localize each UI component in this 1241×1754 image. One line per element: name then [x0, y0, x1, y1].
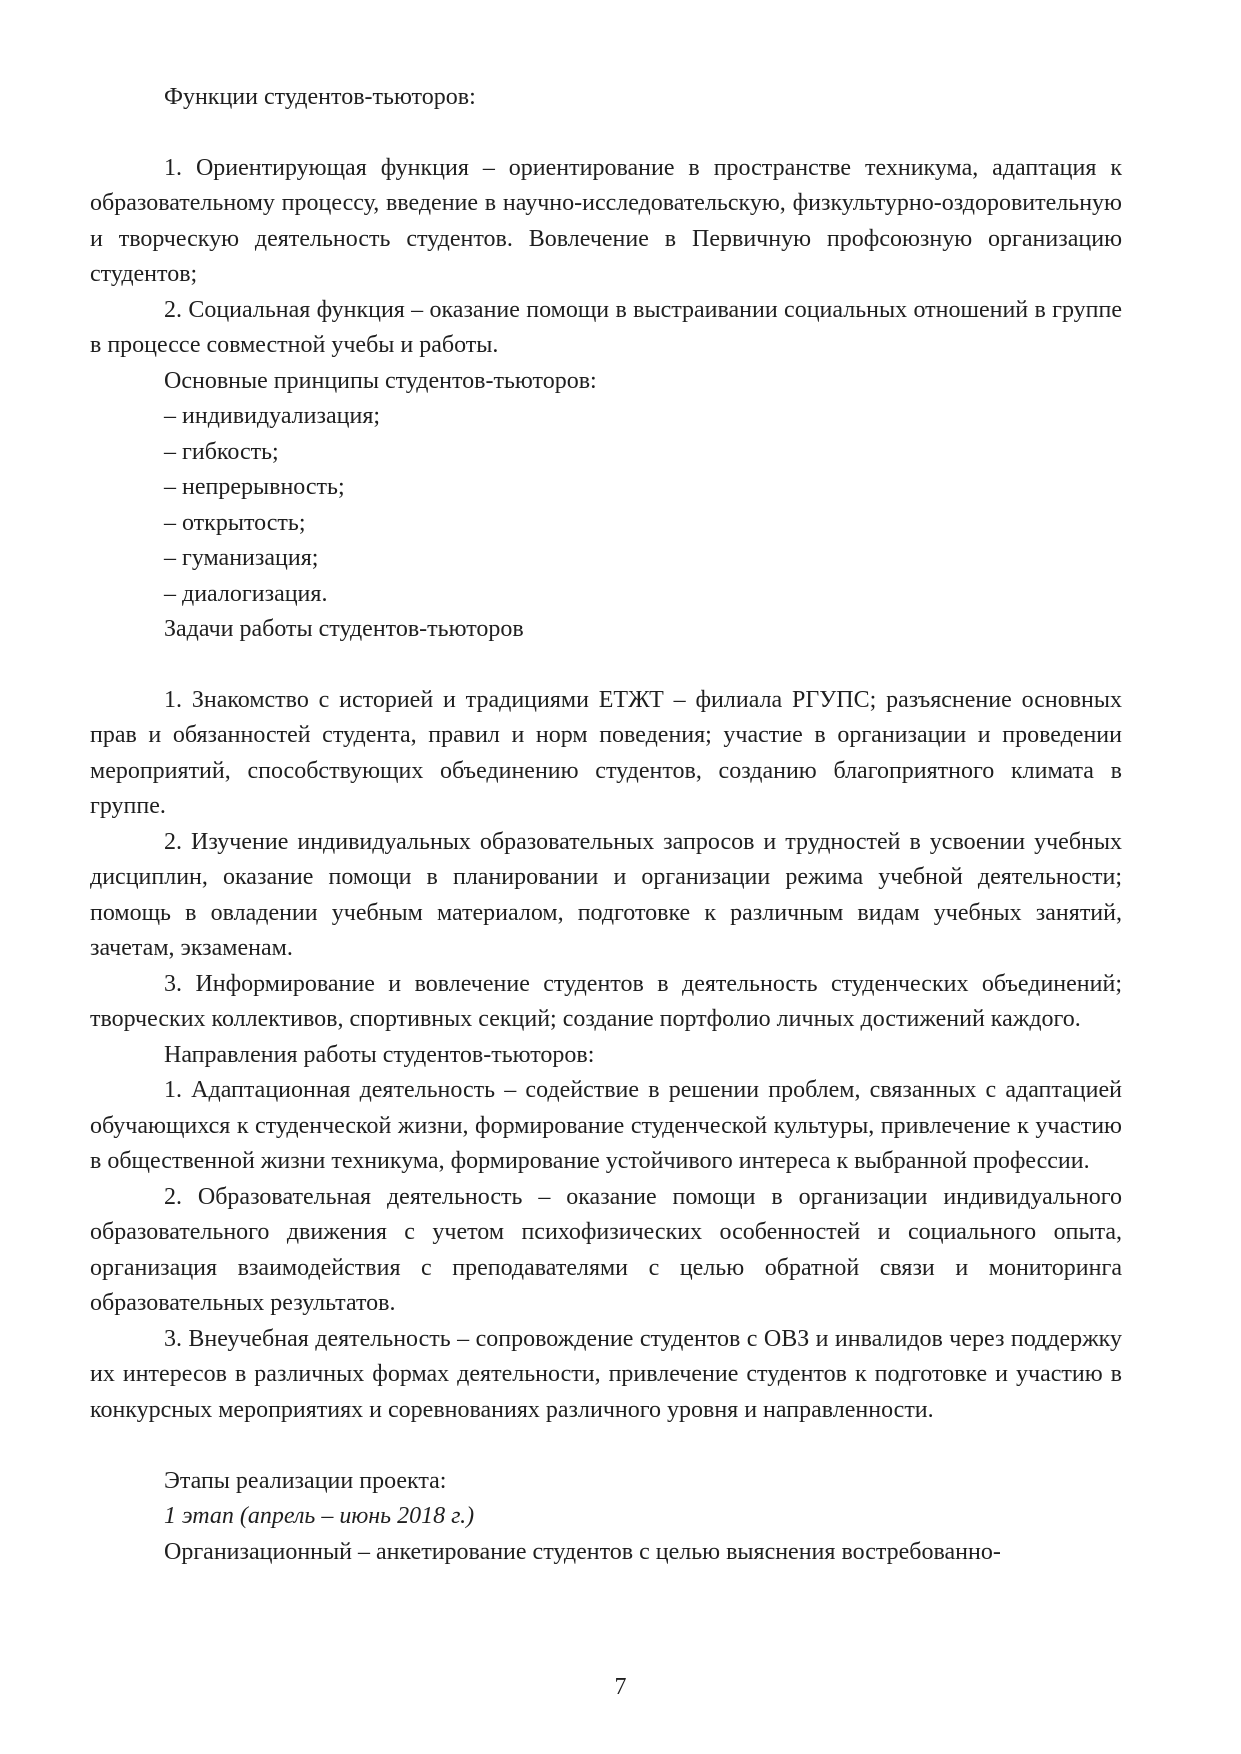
spacer — [90, 1428, 1122, 1464]
document-body — [90, 80, 1122, 1570]
direction-item-1: 1. Адаптационная деятельность – содействие в решении проблем, связанных с адаптацией обучающихся к студенческой жизни, формирование студенческой культуры, привлечение к участию в общественной жизни техникума, формирование устойчивого интереса к выбранной профессии. — [90, 1077, 1122, 1174]
principle-item: – диалогизация. — [164, 580, 328, 607]
task-item-1: 1. Знакомство с историей и традициями ЕТЖТ – филиала РГУПС; разъяснение основных прав и обязанностей студента, правил и норм поведения; участие в организации и проведении мероприятий, способствующих объединению студентов, созданию благоприятного климата в группе. — [90, 686, 1122, 819]
tasks-heading: Задачи работы студентов-тьюторов — [164, 616, 524, 642]
function-item-2: 2. Социальная функция – оказание помощи в выстраивании социальных отношений в группе в процессе совместной учебы и работы. — [90, 296, 1122, 358]
spacer — [90, 648, 1122, 683]
principle-item: – индивидуализация; — [164, 403, 381, 429]
task-item-2: 2. Изучение индивидуальных образовательных запросов и трудностей в усвоении учебных дисциплин, оказание помощи в планировании и организации режима учебной деятельности; помощь в овладении учебным материалом, подготовке к различным видам учебных занятий, зачетам, экзаменам. — [90, 828, 1122, 961]
principles-heading: Основные принципы студентов-тьюторов: — [164, 367, 597, 394]
functions-heading: Функции студентов-тьюторов: — [164, 84, 476, 110]
principle-item: – гуманизация; — [164, 545, 319, 571]
stage-1-text: Организационный – анкетирование студентов с целью выяснения востребованно- — [164, 1538, 1001, 1565]
task-item-3: 3. Информирование и вовлечение студентов в деятельность студенческих объединений; творческих коллективов, спортивных секций; создание портфолио личных достижений каждого. — [90, 970, 1122, 1032]
spacer — [90, 116, 1122, 151]
page-number: 7 — [614, 1674, 627, 1700]
function-item-1: 1. Ориентирующая функция – ориентирование в пространстве техникума, адаптация к образовательному процессу, введение в научно-исследовательскую, физкультурно-оздоровительную и творческую деятельность студентов. Вовлечение в Первичную профсоюзную организацию студентов; — [90, 154, 1122, 287]
principle-item: – открытость; — [164, 509, 306, 536]
stages-heading: Этапы реализации проекта: — [164, 1467, 447, 1494]
principle-item: – гибкость; — [164, 438, 279, 465]
directions-heading: Направления работы студентов-тьюторов: — [164, 1041, 595, 1068]
stage-1-title: 1 этап (апрель – июнь 2018 г.) — [164, 1503, 475, 1529]
direction-item-2: 2. Образовательная деятельность – оказание помощи в организации индивидуального образовательного движения с учетом психофизических особенностей и социального опыта, организация взаимодействия с преподавателями с целью обратной связи и мониторинга образовательных результатов. — [90, 1183, 1122, 1316]
direction-item-3: 3. Внеучебная деятельность – сопровождение студентов с ОВЗ и инвалидов через поддержку их интересов в различных формах деятельности, привлечение студентов к подготовке и участию в конкурсных мероприятиях и соревнованиях различного уровня и направленности. — [90, 1325, 1122, 1423]
principle-item: – непрерывность; — [164, 474, 345, 500]
